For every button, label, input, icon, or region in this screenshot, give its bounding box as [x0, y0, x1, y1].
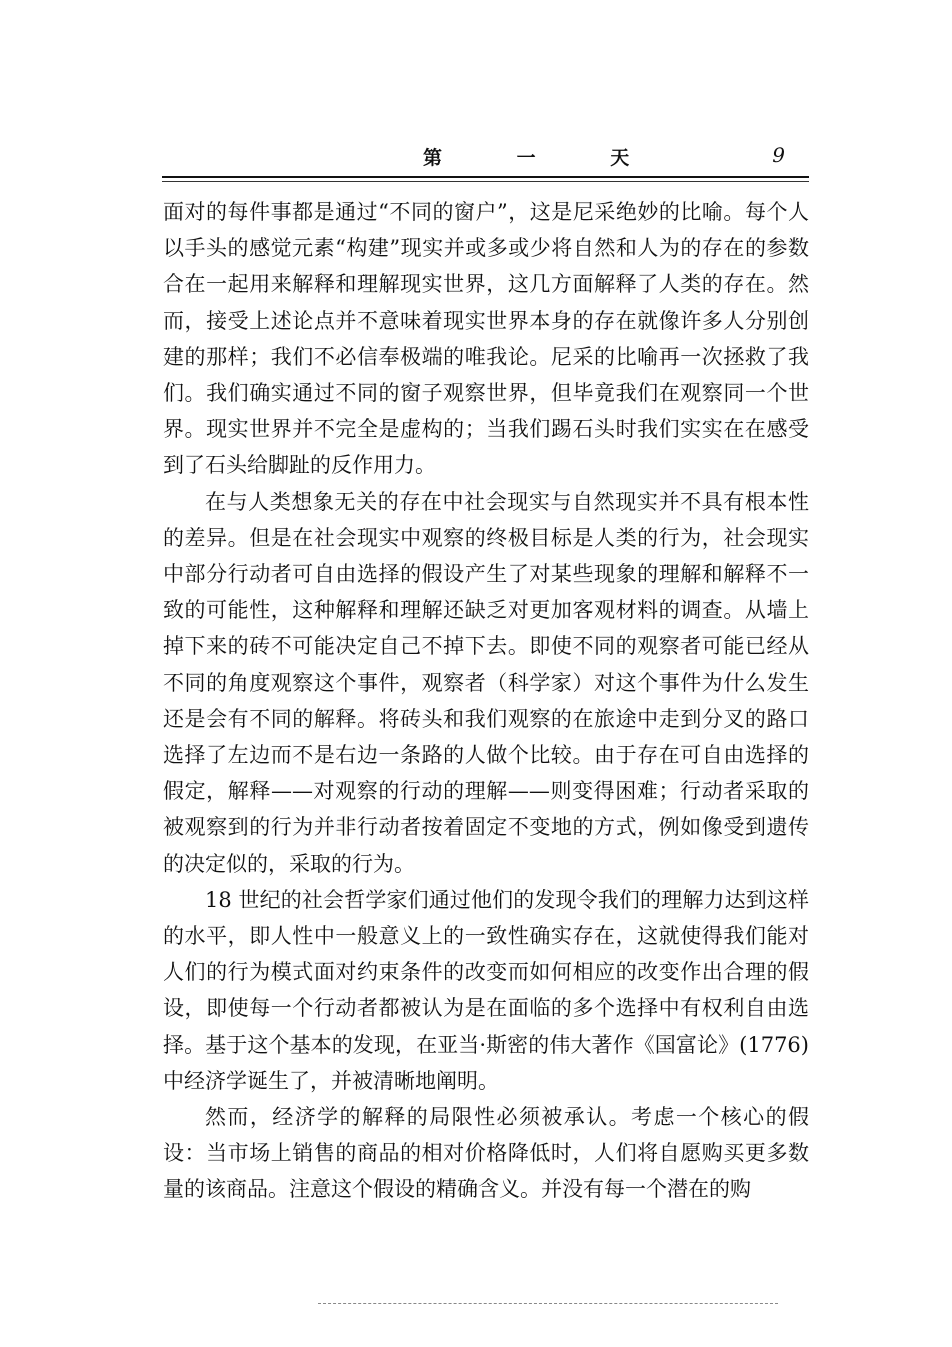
body-text	[163, 194, 809, 1208]
paragraph-2: 在与人类想象无关的存在中社会现实与自然现实并不具有根本性的差异。但是在社会现实中观察的终极目标是人类的行为，社会现实中部分行动者可自由选择的假设产生了对某些现象的理解和解释不一致的可能性，这种解释和理解还缺乏对更加客观材料的调查。从墙上掉下来的砖不可能决定自己不掉下去。即使不同的观察者可能已经从不同的角度观察这个事件，观察者（科学家）对这个事件为什么发生还是会有不同的解释。将砖头和我们观察的在旅途中走到分叉的路口选择了左边而不是右边一条路的人做个比较。由于存在可自由选择的假定，解释——对观察的行动的理解——则变得困难；行动者采取的被观察到的行为并非行动者按着固定不变地的方式，例如像受到遗传的决定似的，采取的行为。	[163, 489, 809, 876]
paragraph-1: 面对的每件事都是通过“不同的窗户”，这是尼采绝妙的比喻。每个人以手头的感觉元素“构建”现实并或多或少将自然和人为的存在的参数合在一起用来解释和理解现实世界，这几方面解释了人类的存在。然而，接受上述论点并不意味着现实世界本身的存在就像许多人分别创建的那样；我们不必信奉极端的唯我论。尼采的比喻再一次拯救了我们。我们确实通过不同的窗子观察世界，但毕竟我们在观察同一个世界。现实世界并不完全是虚构的；当我们踢石头时我们实实在在感受到了石头给脚趾的反作用力。	[163, 200, 809, 478]
header-rule-thick	[162, 176, 809, 178]
paragraph-4: 然而，经济学的解释的局限性必须被承认。考虑一个核心的假设：当市场上销售的商品的相对价格降低时，人们将自愿购买更多数量的该商品。注意这个假设的精确含义。并没有每一个潜在的购	[163, 1105, 809, 1202]
page-number: 9	[772, 143, 785, 167]
header-rule-thin	[162, 181, 809, 182]
footer-scan-mark	[318, 1303, 778, 1305]
running-head	[163, 143, 803, 173]
paragraph-3: 18 世纪的社会哲学家们通过他们的发现令我们的理解力达到这样的水平，即人性中一般意义上的一致性确实存在，这就使得我们能对人们的行为模式面对约束条件的改变而如何相应的改变作出合理的假设，即使每一个行动者都被认为是在面临的多个选择中有权利自由选择。基于这个基本的发现，在亚当·斯密的伟大著作《国富论》(1776) 中经济学诞生了，并被清晰地阐明。	[163, 887, 809, 1093]
chapter-title: 第 一 天	[423, 147, 664, 169]
